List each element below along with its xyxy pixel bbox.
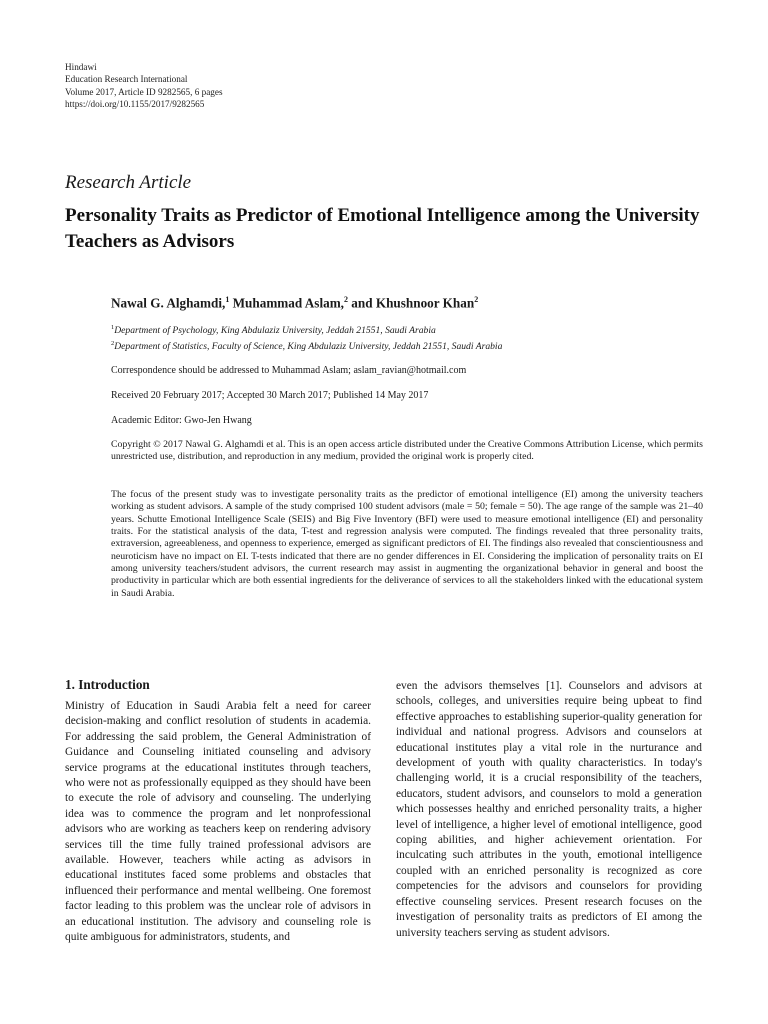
- author-3-affil-mark: 2: [474, 295, 479, 304]
- section-heading-introduction: 1. Introduction: [65, 677, 150, 692]
- affiliation-2-mark: 2: [111, 339, 115, 347]
- affiliation-1-text: Department of Psychology, King Abdulaziz University, Jeddah 21551, Saudi Arabia: [114, 325, 436, 337]
- author-3: and Khushnoor Khan: [347, 295, 475, 311]
- copyright-notice: Copyright © 2017 Nawal G. Alghamdi et al. This is an open access article distributed under the Creative Commons Attribution License, which permits unrestricted use, distribution, and reproduction in any medium, provided the original work is properly cited.: [111, 439, 703, 463]
- correspondence-line: Correspondence should be addressed to Muhammad Aslam; aslam_ravian@hotmail.com: [111, 365, 467, 376]
- author-2: Muhammad Aslam,: [229, 295, 344, 311]
- author-1: Nawal G. Alghamdi,: [111, 295, 226, 311]
- author-1-affil-mark: 1: [225, 295, 230, 304]
- dates-line: Received 20 February 2017; Accepted 30 March 2017; Published 14 May 2017: [111, 390, 429, 401]
- affiliation-2-text: Department of Statistics, Faculty of Science, King Abdulaziz University, Jeddah 21551, Saudi Arabia: [114, 340, 503, 352]
- affiliation-1: [111, 322, 502, 338]
- journal-header: [65, 61, 223, 111]
- body-column-right: even the advisors themselves [1]. Counselors and advisors at schools, colleges, and universities require being upbeat to find effective approaches to establishing superior-quality generation for individual and national progress. Advisors and counselors at educational institutes play a vital role in the nurturance and development of youth with quality characteristics. In today's challenging world, it is a crucial responsibility of the teachers, educators, student advisors, and counselors to mold a generation which possesses healthy and enriched personality traits, a higher level of intelligence, a higher level of emotional intelligence, good coping abilities, and higher achievement orientation. For inculcating such attributes in the youth, emotional intelligence coupled with an enriched personality is recognized as core competencies for the advisors and counselors for providing effective counseling services. Present research focuses on the investigation of personality traits as predictors of EI among the university teachers serving as student advisors.: [396, 680, 702, 939]
- volume-info: Volume 2017, Article ID 9282565, 6 pages: [65, 86, 223, 97]
- affiliation-2: [111, 338, 502, 354]
- author-2-affil-mark: 2: [343, 295, 348, 304]
- publisher-name: Hindawi: [65, 62, 97, 72]
- affiliations: [111, 322, 502, 353]
- author-list: [111, 295, 478, 311]
- body-column-left: Ministry of Education in Saudi Arabia felt a need for career decision-making and conflict resolution of students in academia. For addressing the said problem, the General Administration of Guidance and Counseling initiated counseling and advisory service programs at the educational institutes through teachers, who were not as professionally equipped as they should have been to execute the role of advisory and counseling. The underlying idea was to commence the program and let nonprofessional advisors who are working as teachers keep on rendering advisory services till the time fully trained professional advisors are available. However, teachers while acting as advisors in educational institutes faced some problems and obstacles that influenced their performance and mental wellbeing. One foremost factor leading to this problem was the unclear role of advisors in an educational institution. The advisory and counseling role is quite ambiguous for administrators, students, and: [65, 700, 371, 944]
- journal-name: Education Research International: [65, 74, 188, 85]
- affiliation-1-mark: 1: [111, 324, 115, 331]
- abstract: The focus of the present study was to investigate personality traits as the predictor of emotional intelligence (EI) among the university teachers working as student advisors. A sample of the study comprised 100 student advisors (male = 50; female = 50). The age range of the sample was 21–40 years. Schutte Emotional Intelligence Scale (SEIS) and Big Five Inventory (BFI) were used to measure emotional intelligence (EI) and personality traits. For the statistical analysis of the data, T-test and regression analysis were computed. The findings revealed that three personality traits, extraversion, agreeableness, and openness to experience, emerged as significant predictors of EI. The findings also revealed that conscientiousness and neuroticism have no impact on EI. T-tests indicated that there are no gender differences in EI. Considering the implication of personality traits on EI among university teachers/student advisors, the current research may assist in augmenting the organizational behavior in general and boost the productivity in particular which are both essential ingredients for the deliverance of services to all the stakeholders linked with the educational system in Saudi Arabia.: [111, 489, 703, 599]
- article-type: Research Article: [65, 172, 192, 193]
- academic-editor: Academic Editor: Gwo-Jen Hwang: [111, 415, 252, 426]
- paper-title: Personality Traits as Predictor of Emotional Intelligence among the University Teachers as Advisors: [65, 205, 700, 252]
- doi-link[interactable]: https://doi.org/10.1155/2017/9282565: [65, 99, 205, 110]
